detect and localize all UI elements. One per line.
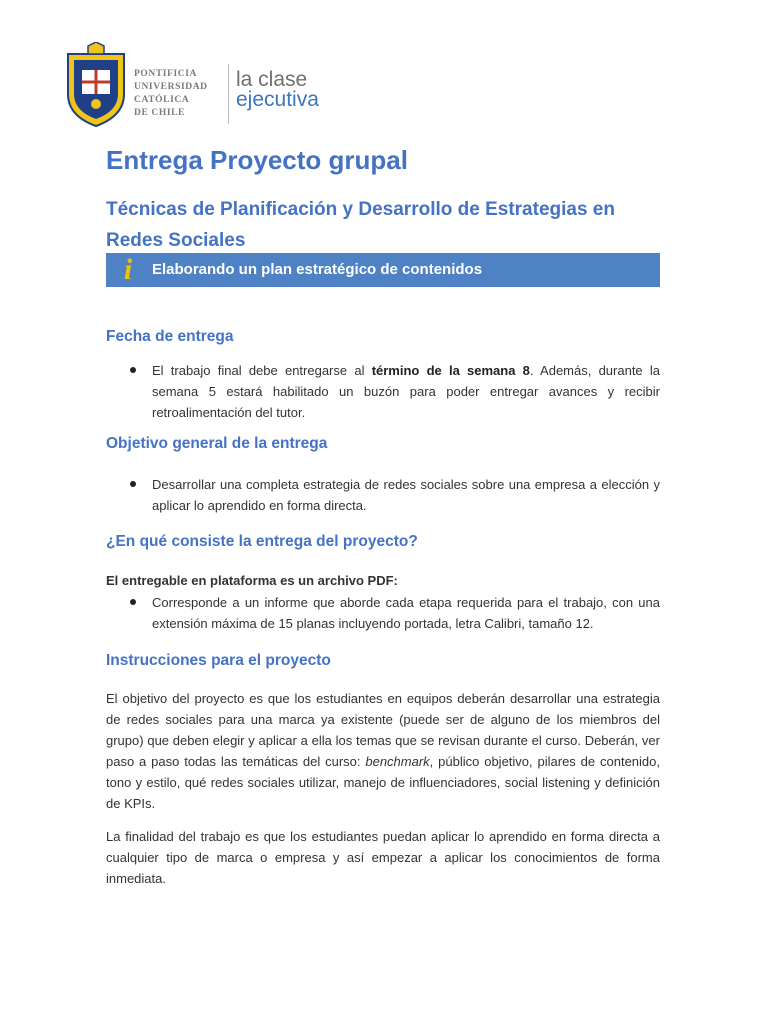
bullet-icon <box>130 367 136 373</box>
bullet-icon <box>130 599 136 605</box>
header-logos <box>62 40 362 130</box>
brand-line-1: la clase <box>236 68 308 91</box>
brand-logo-text <box>236 70 319 110</box>
university-name: PONTIFICIA UNIVERSIDAD CATÓLICA DE CHILE <box>134 69 208 118</box>
brand-line-2: ejecutiva <box>236 88 319 111</box>
document-subtitle: Técnicas de Planificación y Desarrollo de Estrategias en Redes Sociales <box>106 199 615 251</box>
section-heading-objetivo: Objetivo general de la entrega <box>106 435 328 452</box>
topic-banner <box>106 253 660 287</box>
consiste-lead: El entregable en plataforma es un archivo PDF: <box>106 573 398 588</box>
instrucciones-paragraph-1: El objetivo del proyecto es que los estudiantes en equipos deberán desarrollar una estrategia de redes sociales para una marca ya existente (puede ser de alguno de los miembros del grupo) que deben elegir y aplicar a ella los temas que se revisan durante el curso. Deberán, ver paso a paso todas las temáticas del curso: benchmark, público objetivo, pilares de contenido, tono y estilo, qué redes sociales utilizar, manejo de influenciadores, social listening y definición de KPIs. <box>106 691 660 811</box>
fecha-bullet-list <box>106 360 660 423</box>
banner-text: Elaborando un plan estratégico de contenidos <box>152 261 483 278</box>
consiste-bullet-list <box>106 592 660 634</box>
bullet-icon <box>130 481 136 487</box>
document-title: Entrega Proyecto grupal <box>106 145 408 175</box>
logo-divider <box>228 64 229 124</box>
section-heading-consiste: ¿En qué consiste la entrega del proyecto? <box>106 533 418 550</box>
section-heading-instrucciones: Instrucciones para el proyecto <box>106 652 331 669</box>
info-icon: i <box>123 253 133 286</box>
list-item: Desarrollar una completa estrategia de redes sociales sobre una empresa a elección y aplicar lo aprendido en forma directa. <box>106 474 660 516</box>
section-heading-fecha: Fecha de entrega <box>106 328 234 345</box>
list-item: El trabajo final debe entregarse al término de la semana 8. Además, durante la semana 5 estará habilitado un buzón para poder entregar avances y recibir retroalimentación del tutor. <box>106 360 660 423</box>
objetivo-bullet-list <box>106 474 660 516</box>
instrucciones-paragraph-2: La finalidad del trabajo es que los estudiantes puedan aplicar lo aprendido en forma directa a cualquier tipo de marca o empresa y así empezar a aplicar los conocimientos de forma inmediata. <box>106 829 660 886</box>
university-crest-logo <box>62 42 130 128</box>
list-item: Corresponde a un informe que aborde cada etapa requerida para el trabajo, con una extensión máxima de 15 planas incluyendo portada, letra Calibri, tamaño 12. <box>106 592 660 634</box>
